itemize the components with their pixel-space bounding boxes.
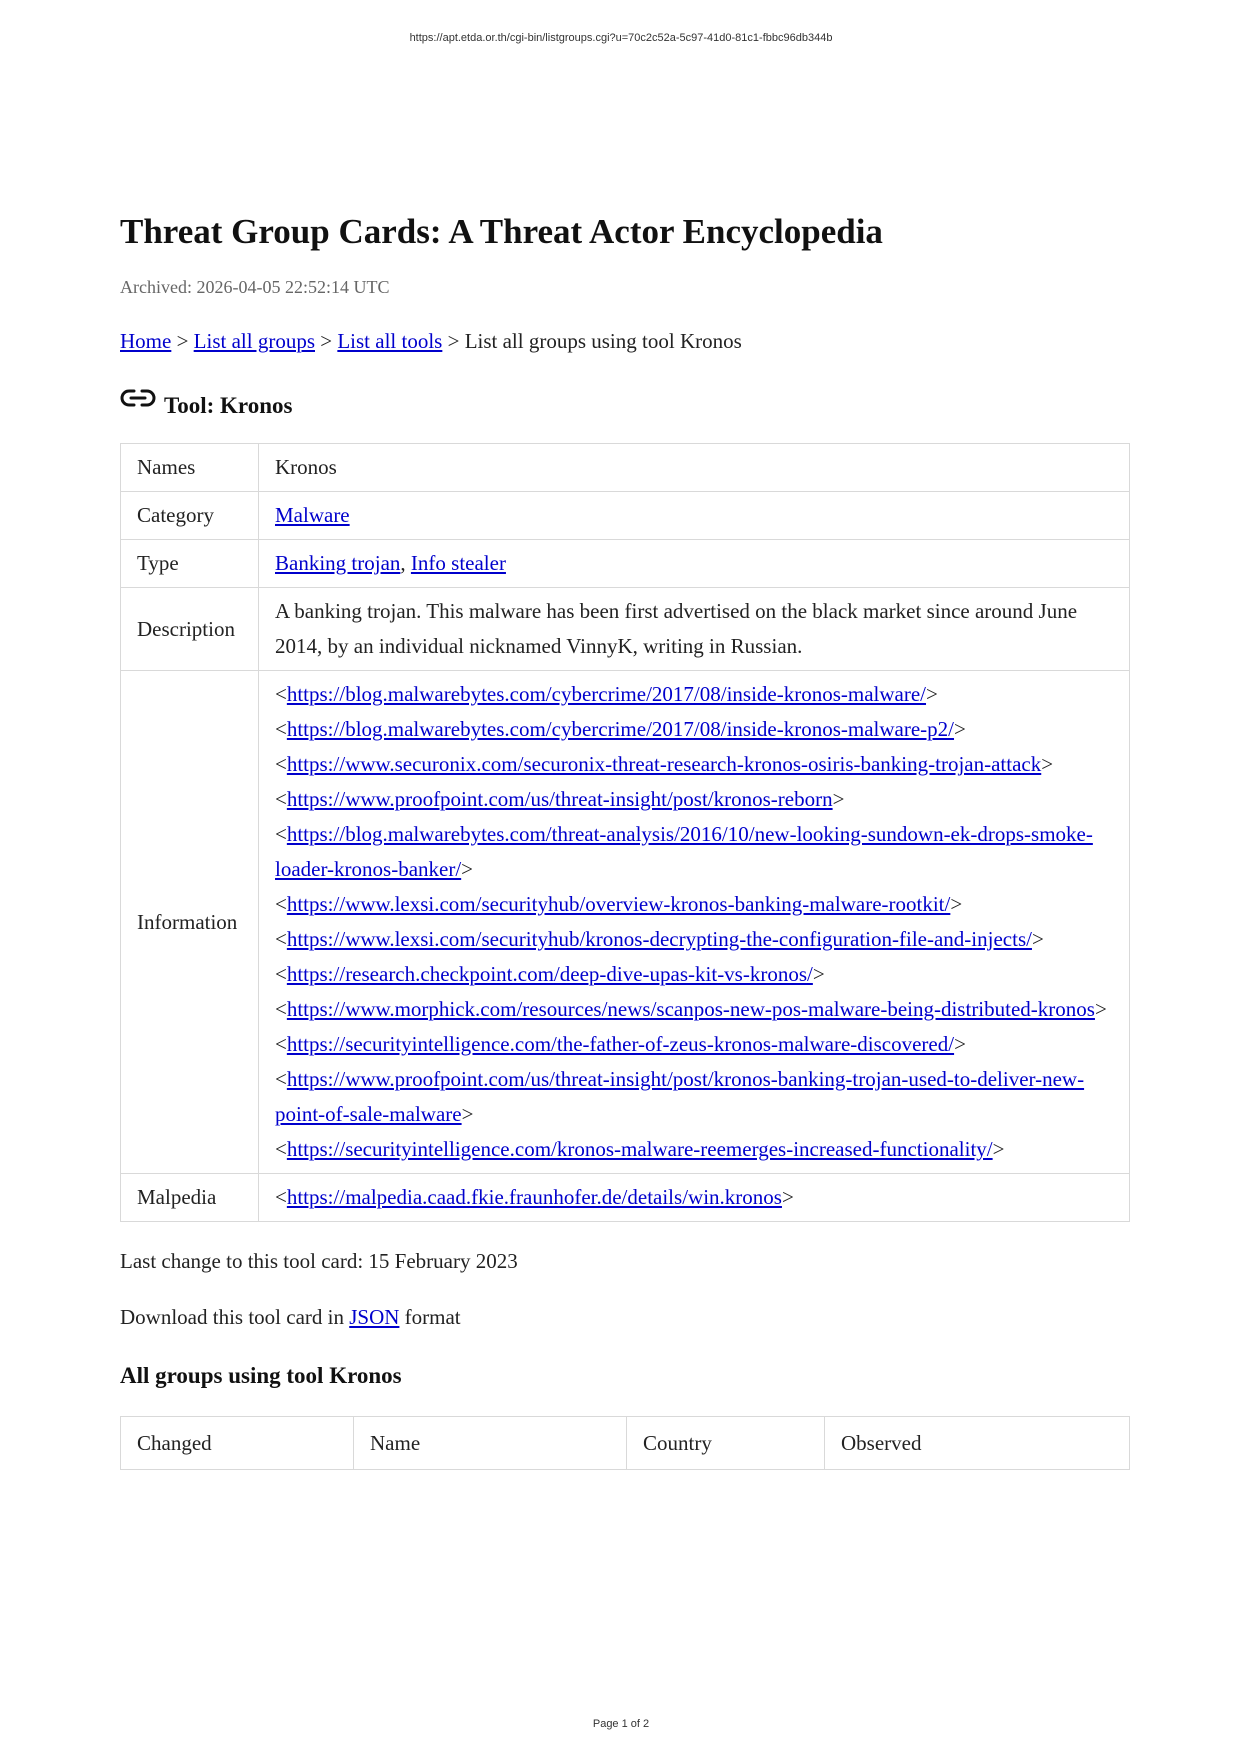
information-item: <https://www.proofpoint.com/us/threat-insight/post/kronos-reborn> (275, 787, 845, 811)
information-cell (259, 671, 1130, 1174)
information-link[interactable]: https://securityintelligence.com/kronos-malware-reemerges-increased-functionality/ (286, 1137, 993, 1161)
information-link[interactable]: https://securityintelligence.com/the-father-of-zeus-kronos-malware-discovered/ (286, 1032, 955, 1056)
table-row (121, 444, 1130, 492)
malpedia-cell: <https://malpedia.caad.fkie.fraunhofer.de/details/win.kronos> (259, 1174, 1130, 1222)
groups-heading: All groups using tool Kronos (120, 1363, 402, 1388)
json-download-link[interactable]: JSON (349, 1305, 400, 1329)
table-row (121, 671, 1130, 1174)
information-link[interactable]: https://blog.malwarebytes.com/threat-analysis/2016/10/new-looking-sundown-ek-drops-smoke-loader-kronos-banker/ (275, 822, 1093, 881)
information-item: <https://www.morphick.com/resources/news/scanpos-new-pos-malware-being-distributed-kronos> (275, 997, 1107, 1021)
information-link[interactable]: https://www.proofpoint.com/us/threat-insight/post/kronos-banking-trojan-used-to-deliver-new-point-of-sale-malware (275, 1067, 1085, 1126)
main-content (120, 210, 1130, 1470)
groups-table (120, 1416, 1130, 1470)
information-item: <https://www.securonix.com/securonix-threat-research-kronos-osiris-banking-trojan-attack> (275, 752, 1054, 776)
download-prefix: Download this tool card in (120, 1305, 350, 1329)
print-url-header: https://apt.etda.or.th/cgi-bin/listgroups.cgi?u=70c2c52a-5c97-41d0-81c1-fbbc96db344b (409, 32, 833, 44)
information-item: <https://www.lexsi.com/securityhub/kronos-decrypting-the-configuration-file-and-injects/> (275, 927, 1044, 951)
information-item: <https://blog.malwarebytes.com/threat-analysis/2016/10/new-looking-sundown-ek-drops-smoke-loader-kronos-banker/> (275, 822, 1093, 881)
information-link[interactable]: https://blog.malwarebytes.com/cybercrime/2017/08/inside-kronos-malware/ (286, 682, 927, 706)
category-link[interactable]: Malware (275, 503, 350, 527)
information-link[interactable]: https://www.securonix.com/securonix-threat-research-kronos-osiris-banking-trojan-attack (286, 752, 1042, 776)
information-link[interactable]: https://www.lexsi.com/securityhub/kronos-decrypting-the-configuration-file-and-injects/ (286, 927, 1032, 951)
download-text (120, 1302, 1130, 1332)
column-header-observed: Observed (825, 1417, 1130, 1470)
type-separator: , (400, 551, 411, 575)
breadcrumb-separator: > (447, 329, 460, 353)
page-title: Threat Group Cards: A Threat Actor Encyclopedia (120, 212, 883, 251)
groups-header-row (121, 1417, 1130, 1470)
column-header-name: Name (354, 1417, 627, 1470)
breadcrumb (120, 328, 1130, 354)
names-label: Names (121, 444, 259, 492)
information-link[interactable]: https://blog.malwarebytes.com/cybercrime/2017/08/inside-kronos-malware-p2/ (286, 717, 955, 741)
type-label: Type (121, 540, 259, 588)
breadcrumb-tools-link[interactable]: List all tools (337, 329, 443, 353)
table-row (121, 540, 1130, 588)
information-item: <https://securityintelligence.com/kronos-malware-reemerges-increased-functionality/> (275, 1137, 1005, 1161)
type-link-banking-trojan[interactable]: Banking trojan (275, 551, 401, 575)
breadcrumb-home-link[interactable]: Home (120, 329, 172, 353)
table-row (121, 588, 1130, 671)
information-item: <https://research.checkpoint.com/deep-dive-upas-kit-vs-kronos/> (275, 962, 825, 986)
last-change-text: Last change to this tool card: 15 February 2023 (120, 1249, 518, 1273)
information-link[interactable]: https://research.checkpoint.com/deep-dive-upas-kit-vs-kronos/ (286, 962, 813, 986)
information-link[interactable]: https://www.proofpoint.com/us/threat-insight/post/kronos-reborn (286, 787, 833, 811)
breadcrumb-separator: > (320, 329, 333, 353)
type-cell (259, 540, 1130, 588)
description-label: Description (121, 588, 259, 671)
information-item: <https://blog.malwarebytes.com/cybercrime/2017/08/inside-kronos-malware/> (275, 682, 938, 706)
category-label: Category (121, 492, 259, 540)
malpedia-label: Malpedia (121, 1174, 259, 1222)
tool-title: Tool: Kronos (164, 393, 293, 418)
description-value: A banking trojan. This malware has been first advertised on the black market since around June 2014, by an individual nicknamed VinnyK, writing in Russian. (259, 588, 1130, 671)
category-cell (259, 492, 1130, 540)
information-label: Information (121, 671, 259, 1174)
link-icon (120, 387, 156, 409)
tool-card-table (120, 443, 1130, 1222)
information-item: <https://www.lexsi.com/securityhub/overview-kronos-banking-malware-rootkit/> (275, 892, 963, 916)
malpedia-link[interactable]: https://malpedia.caad.fkie.fraunhofer.de/details/win.kronos (286, 1185, 782, 1209)
breadcrumb-separator: > (176, 329, 189, 353)
page-number: Page 1 of 2 (592, 1718, 650, 1730)
tool-heading (120, 392, 1130, 420)
download-suffix: format (399, 1305, 461, 1329)
information-item: <https://blog.malwarebytes.com/cybercrime/2017/08/inside-kronos-malware-p2/> (275, 717, 966, 741)
information-item: <https://securityintelligence.com/the-father-of-zeus-kronos-malware-discovered/> (275, 1032, 966, 1056)
information-link[interactable]: https://www.morphick.com/resources/news/scanpos-new-pos-malware-being-distributed-kronos (286, 997, 1095, 1021)
archived-timestamp: Archived: 2026-04-05 22:52:14 UTC (120, 277, 390, 297)
breadcrumb-groups-link[interactable]: List all groups (193, 329, 315, 353)
names-value: Kronos (259, 444, 1130, 492)
column-header-country: Country (627, 1417, 825, 1470)
type-link-info-stealer[interactable]: Info stealer (410, 551, 506, 575)
table-row (121, 1174, 1130, 1222)
table-row (121, 492, 1130, 540)
breadcrumb-current: List all groups using tool Kronos (464, 329, 742, 353)
information-item: <https://www.proofpoint.com/us/threat-insight/post/kronos-banking-trojan-used-to-deliver-new-point-of-sale-malware> (275, 1067, 1085, 1126)
column-header-changed: Changed (121, 1417, 354, 1470)
information-link[interactable]: https://www.lexsi.com/securityhub/overview-kronos-banking-malware-rootkit/ (286, 892, 951, 916)
